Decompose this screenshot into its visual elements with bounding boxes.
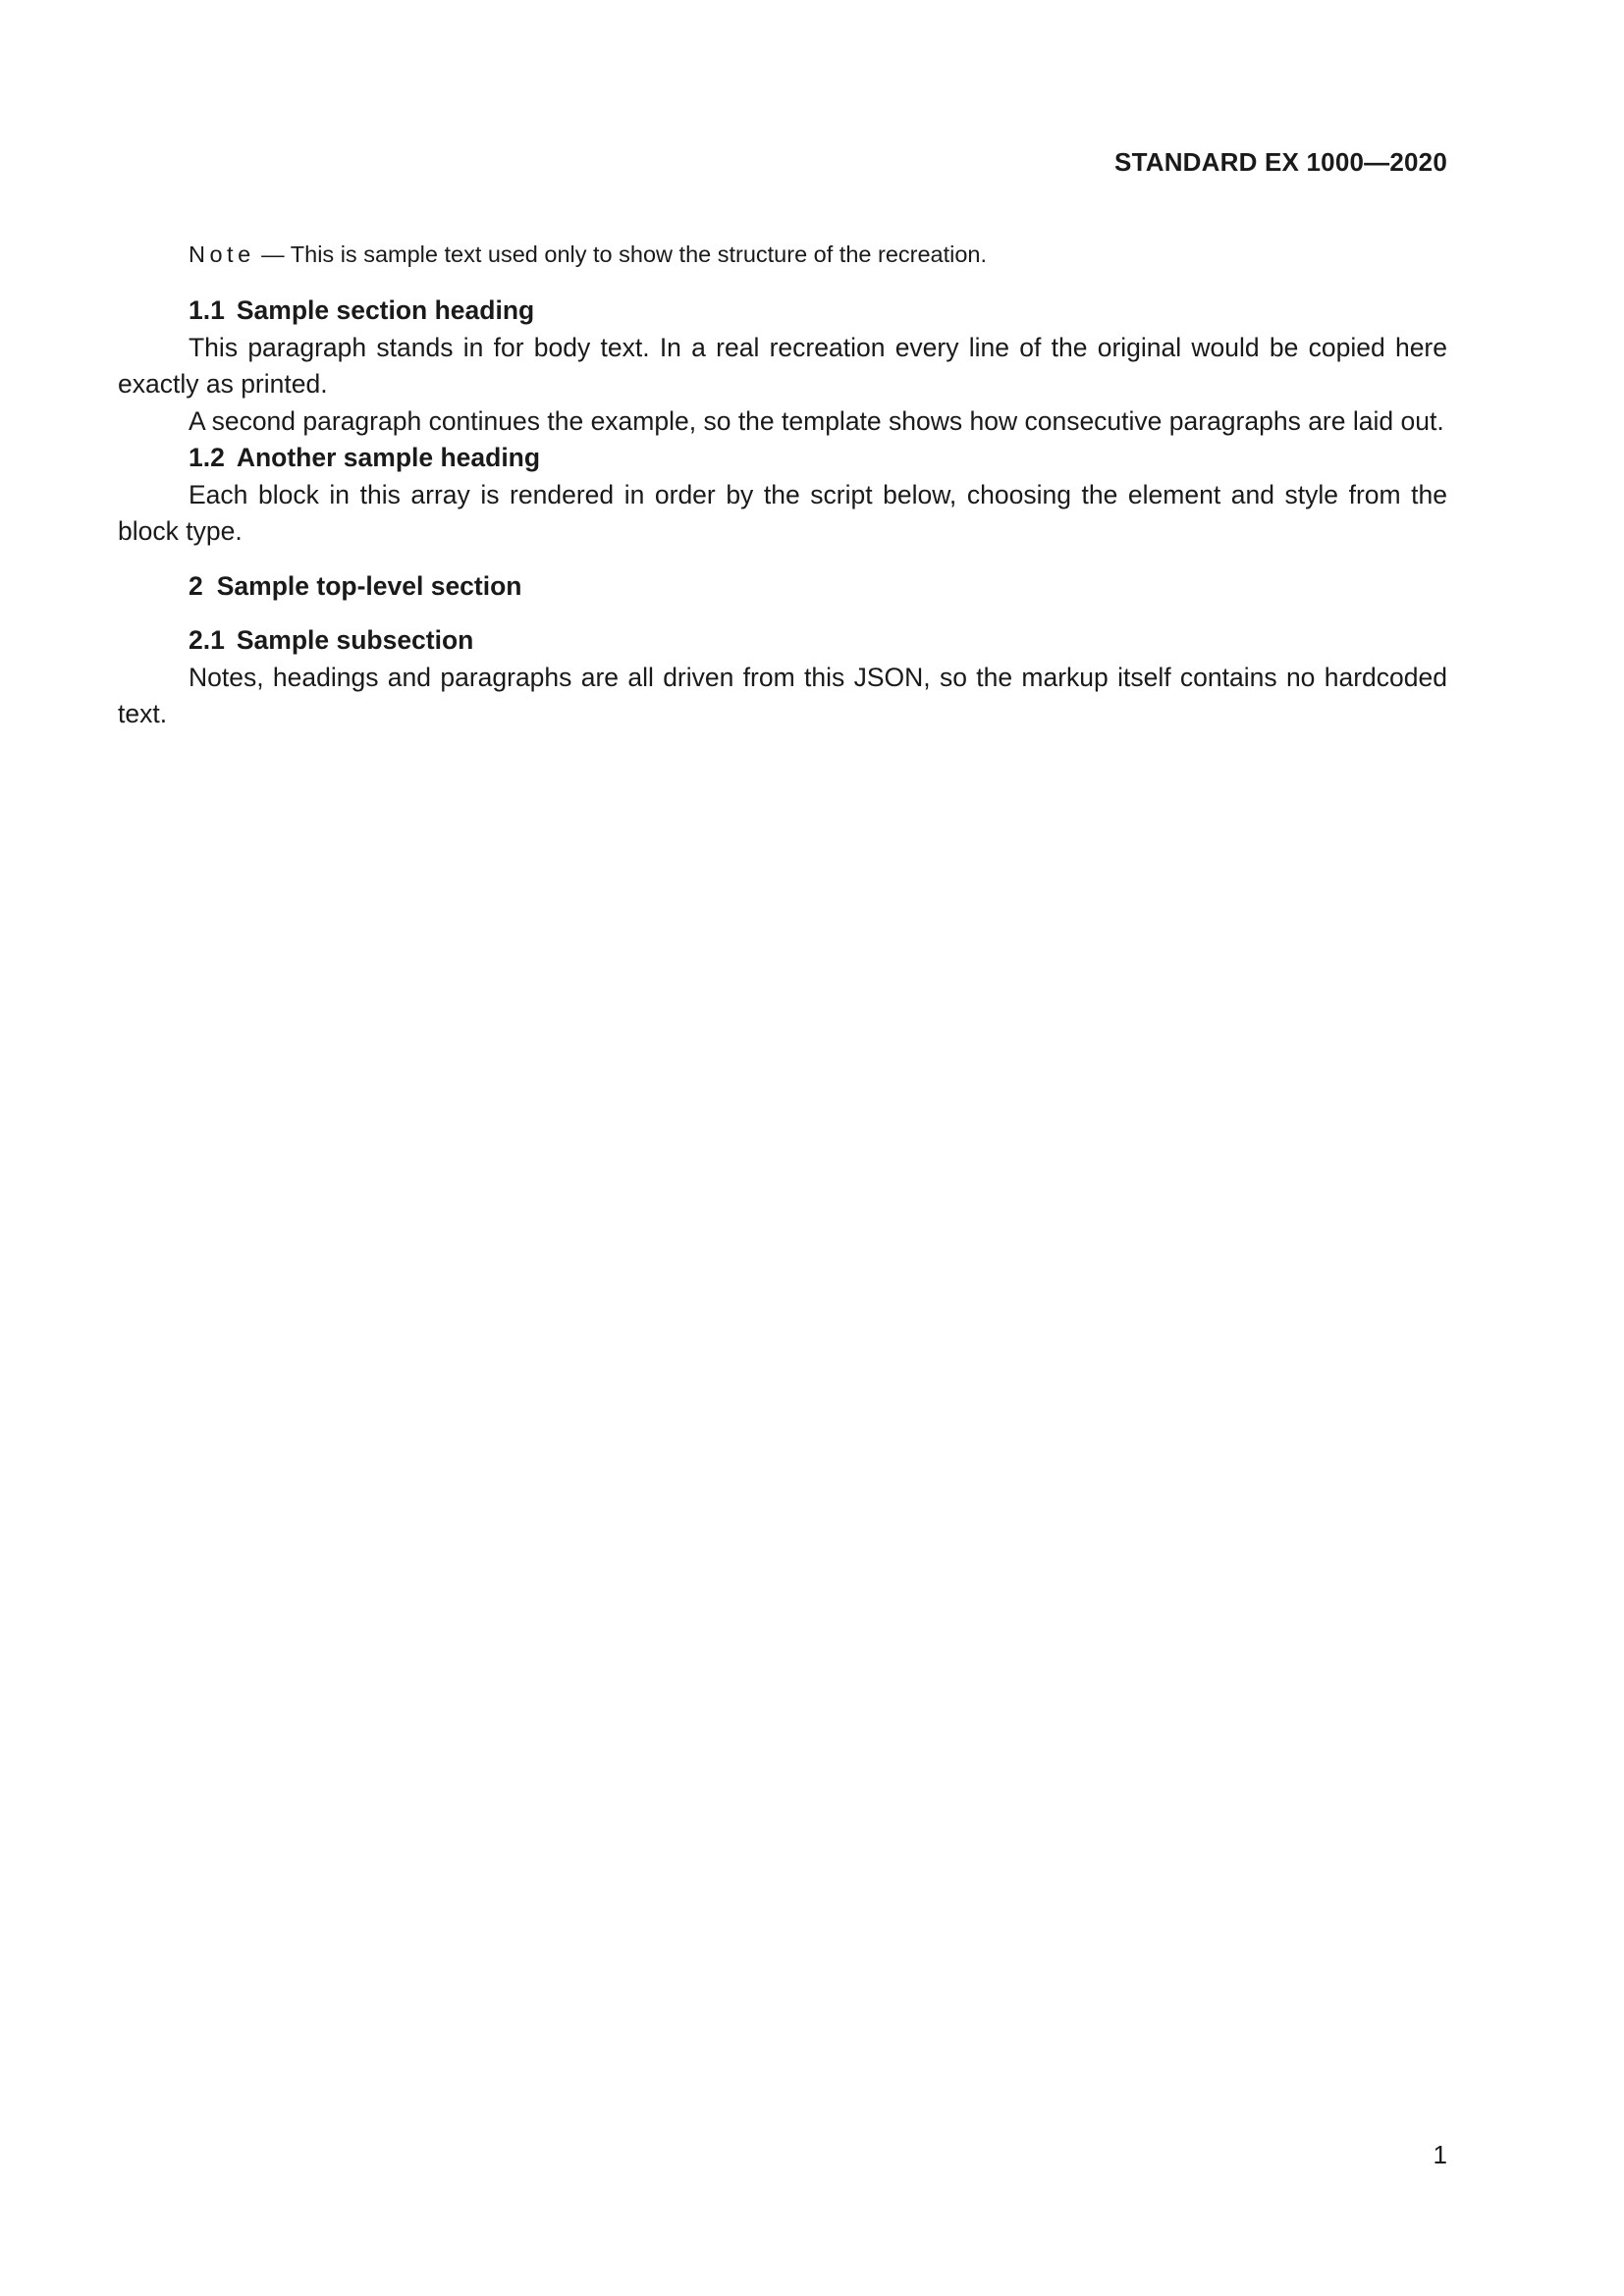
- subsection-heading: [118, 293, 1447, 330]
- subsection-heading: [118, 622, 1447, 660]
- heading-number: 2.1: [189, 625, 225, 655]
- heading-title: Sample subsection: [236, 625, 474, 655]
- subsection-heading: [118, 440, 1447, 477]
- heading-number: 2: [189, 570, 203, 601]
- note-text: — This is sample text used only to show the structure of the recreation.: [254, 241, 988, 267]
- heading-number: 1.1: [189, 295, 225, 325]
- body-paragraph: Notes, headings and paragraphs are all driven from this JSON, so the markup itself contains no hardcoded text.: [118, 662, 1447, 728]
- body-paragraph: Each block in this array is rendered in order by the script below, choosing the element and style from the block type.: [118, 479, 1447, 546]
- section-heading: [118, 568, 1447, 606]
- heading-title: Another sample heading: [236, 443, 541, 472]
- body-paragraph: A second paragraph continues the example, so the template shows how consecutive paragraphs are laid out.: [189, 405, 1444, 436]
- note-paragraph: [118, 239, 1447, 271]
- document-body: [118, 239, 1447, 733]
- spacer: [118, 605, 1447, 622]
- heading-number: 1.2: [189, 443, 225, 472]
- heading-title: Sample top-level section: [216, 570, 522, 601]
- body-paragraph: This paragraph stands in for body text. In a real recreation every line of the original would be copied here exactly as printed.: [118, 332, 1447, 399]
- page-number: 1: [1433, 2140, 1447, 2169]
- document-header: STANDARD EX 1000—2020: [1114, 147, 1447, 177]
- note-label: Note: [189, 241, 255, 267]
- heading-title: Sample section heading: [236, 295, 535, 325]
